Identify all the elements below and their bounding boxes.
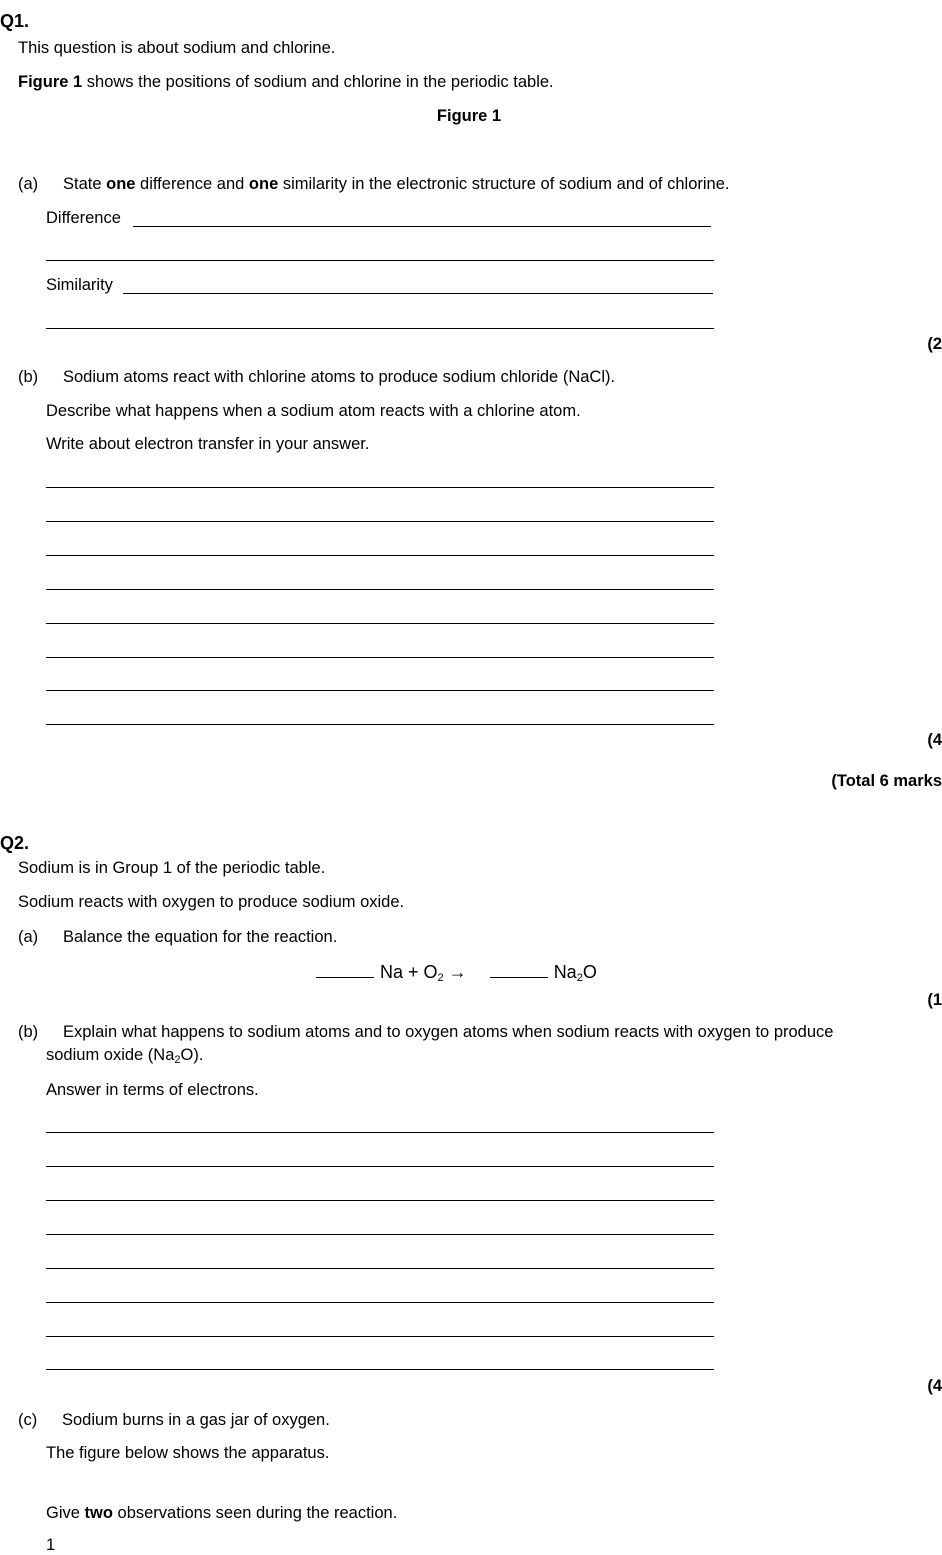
part-label: (b) [18,1023,39,1041]
figure-reference: Figure 1 [18,73,83,91]
part-label: (a) [18,928,39,946]
answer-line[interactable] [46,555,714,556]
part-label: (b) [18,368,39,386]
answer-line[interactable] [46,1234,714,1235]
question-number: Q1. [0,11,30,31]
answer-line[interactable] [46,724,714,725]
marks-badge: (4 [927,731,942,749]
coefficient-blank[interactable] [490,961,548,978]
part-label: (a) [18,175,39,193]
answer-line[interactable] [46,1336,714,1337]
difference-answer-line[interactable] [133,226,711,227]
figure-description: The figure below shows the apparatus. [46,1444,330,1462]
part-c-question: Sodium burns in a gas jar of oxygen. [62,1411,330,1429]
total-marks: (Total 6 marks [831,772,942,790]
answer-line[interactable] [46,328,714,329]
part-b-question: Sodium atoms react with chlorine atoms to produce sodium chloride (NaCl). [63,368,616,386]
instruction-text: Answer in terms of electrons. [46,1081,259,1099]
answer-number: 1 [46,1536,56,1554]
instruction-text: Give two observations seen during the reaction. [46,1504,398,1522]
question-intro: Sodium reacts with oxygen to produce sodium oxide. [18,893,405,911]
marks-badge: (2 [927,335,942,353]
answer-line[interactable] [46,487,714,488]
figure-reference-text: shows the positions of sodium and chlorine in the periodic table. [82,73,554,91]
marks-badge: (1 [927,991,942,1009]
similarity-label: Similarity [46,276,113,294]
answer-line[interactable] [46,657,714,658]
answer-line[interactable] [46,260,714,261]
similarity-answer-line[interactable] [123,293,713,294]
part-a-question: State one difference and one similarity in the electronic structure of sodium and of chlorine. [63,175,730,193]
part-label: (c) [18,1411,38,1429]
answer-line[interactable] [46,1268,714,1269]
answer-line[interactable] [46,1302,714,1303]
answer-line[interactable] [46,690,714,691]
answer-line[interactable] [46,1132,714,1133]
answer-line[interactable] [46,521,714,522]
instruction-text: Describe what happens when a sodium atom reacts with a chlorine atom. [46,402,581,420]
figure-reference-sentence [18,72,554,92]
coefficient-blank[interactable] [316,961,374,978]
part-b-question-continued: sodium oxide $(Na_2O)$. [46,1046,204,1066]
part-a-question: Balance the equation for the reaction. [63,928,338,946]
question-intro: Sodium is in Group 1 of the periodic table. [18,859,326,877]
marks-badge: (4 [927,1377,942,1395]
answer-line[interactable] [46,1369,714,1370]
answer-line[interactable] [46,1200,714,1201]
answer-line[interactable] [46,1166,714,1167]
answer-line[interactable] [46,589,714,590]
figure-title: Figure 1 [436,107,502,125]
chemical-equation: $Na + O_2 \to Na_2O$ [316,961,597,982]
question-intro: This question is about sodium and chlorine. [18,39,336,57]
question-number: Q2. [0,833,30,853]
answer-line[interactable] [46,623,714,624]
difference-label: Difference [46,209,121,227]
reaction-arrow: → [448,962,467,982]
instruction-text: Write about electron transfer in your answer. [46,435,370,453]
part-b-question: Explain what happens to sodium atoms and to oxygen atoms when sodium reacts with oxygen to produce [63,1023,834,1041]
